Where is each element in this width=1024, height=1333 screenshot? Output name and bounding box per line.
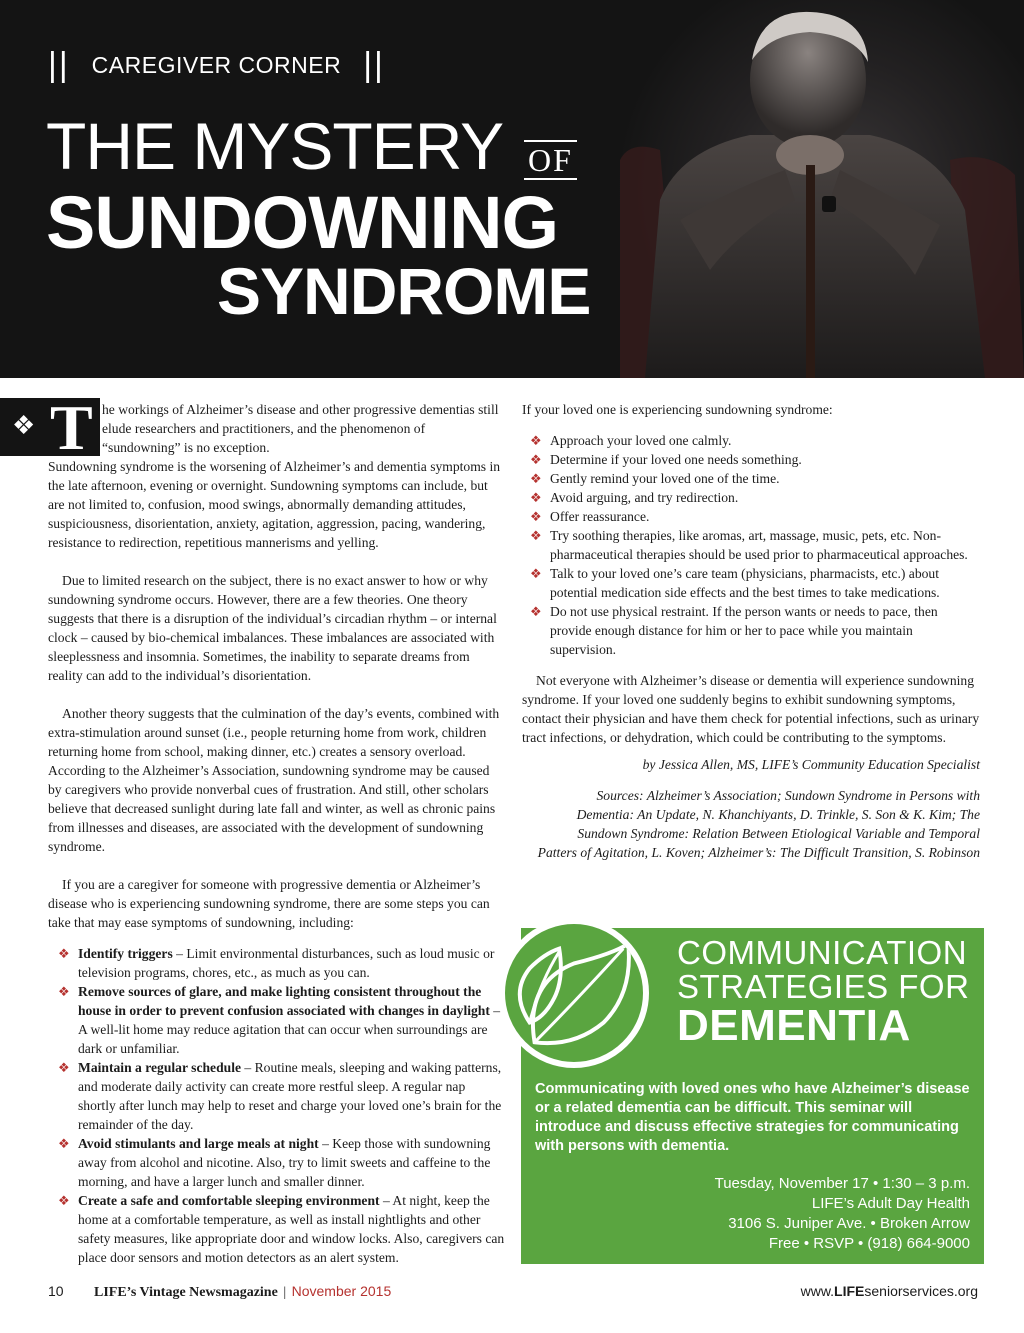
tip-text: Talk to your loved one’s care team (physicians, pharmacists, etc.) about potential medication side effects and the best times to take medications.	[550, 566, 940, 600]
diamond-bullet-icon: ❖	[58, 984, 70, 999]
paragraph-caregiver-steps: If you are a caregiver for someone with progressive dementia or Alzheimer’s disease who is experiencing sundowning syndrome, there are some steps you can take that may ease symptoms of sundowning, including:	[48, 877, 490, 930]
step-title: Maintain a regular schedule	[78, 1060, 242, 1075]
list-item	[522, 450, 980, 469]
list-item	[522, 469, 980, 488]
dropcap-letter: T	[50, 392, 93, 463]
leaf-icon	[505, 924, 643, 1062]
diamond-bullet-icon: ❖	[530, 433, 542, 448]
author-byline: by Jessica Allen, MS, LIFE’s Community Education Specialist	[642, 757, 980, 772]
title-line-1: THE MYSTERY	[46, 109, 504, 183]
source-line: Sources: Alzheimer’s Association; Sundown Syndrome in Persons with	[596, 788, 980, 803]
paragraph-not-everyone: Not everyone with Alzheimer’s disease or dementia will experience sundowning syndrome. If your loved one suddenly begins to exhibit sundowning symptoms, contact their physician and have them check for potential infections, such as urinary tract infections, or dehydration, which could be contributing to the symptoms.	[522, 673, 980, 745]
source-line: Dementia: An Update, N. Khanchiyants, D. Trinkle, S. Son & K. Kim; The	[576, 807, 980, 822]
step-text: – At night, keep the home at a comfortable temperature, as well as install nightlights and other safety measures, like appropriate door and window locks. Also, caregivers can place door sensors and motion detectors as an alert system.	[78, 1193, 505, 1265]
paragraph-another-theory: Another theory suggests that the culmination of the day’s events, combined with extra-stimulation around sunset (i.e., people returning home from work, children returning home from school, making dinner, etc.) creates a sensory overload. According to the Alzheimer’s Association, sundowning syndrome may be caused by caregivers who provide nonverbal cues of frustration. And still, other scholars believe that decreased sunlight during late fall and winter, as well as chronic pains from illnesses and diseases, are associated with the development of sundowning syndrome.	[48, 706, 500, 854]
list-item	[522, 526, 980, 564]
kicker-bars-left: ||	[48, 46, 70, 84]
list-item	[48, 1058, 506, 1134]
issue-month: November 2015	[291, 1283, 392, 1299]
list-item	[522, 564, 980, 602]
title-line-3: SYNDROME	[217, 254, 591, 328]
list-item	[522, 431, 980, 450]
diamond-bullet-icon: ❖	[530, 566, 542, 581]
page-number: 10	[48, 1283, 64, 1299]
promo-heading-line-1	[677, 936, 969, 1004]
event-date: Tuesday, November 17 • 1:30 – 3 p.m.	[714, 1175, 970, 1192]
publication-title: LIFE’s Vintage Newsmagazine	[94, 1285, 278, 1300]
source-line: Patters of Agitation, L. Koven; Alzheimer’s: The Difficult Transition, S. Robinson	[537, 845, 980, 860]
web-prefix: www.	[800, 1283, 835, 1299]
step-title: Identify triggers	[78, 946, 173, 961]
promo-heading-dementia: DEMENTIA	[677, 1001, 911, 1050]
step-text: – Keep those with sundowning away from alcohol and nicotine. Also, try to limit sweets and caffeine to the morning, and have a larger lunch and smaller dinner.	[78, 1136, 491, 1189]
website-link[interactable]	[801, 1283, 978, 1299]
title-line-2: SUNDOWNING	[46, 181, 559, 264]
paragraph-theories: Due to limited research on the subject, there is no exact answer to how or why sundowning syndrome occurs. However, there are a few theories. One theory suggests that there is a disruption of the individual’s circadian rhythm – or internal clock – caused by bio-chemical imbalances. These imbalances are associated with sleeplessness and insomnia. Sometimes, the inability to separate dreams from reality can add to the individual’s disorientation.	[48, 573, 497, 683]
step-title: Avoid stimulants and large meals at night	[78, 1136, 319, 1151]
diamond-bullet-icon: ❖	[530, 509, 542, 524]
tip-text: Offer reassurance.	[550, 509, 650, 524]
list-item	[522, 602, 980, 659]
promo-heading-strategies: STRATEGIES FOR	[677, 968, 970, 1005]
article-left-column	[48, 400, 506, 1286]
step-text: – Routine meals, sleeping and waking patterns, and moderate daily activity can create more restful sleep. A regular nap shortly after lunch may help to reset and charge your loved one’s brain for the remainder of the day.	[78, 1060, 502, 1132]
event-rsvp: Free • RSVP • (918) 664-9000	[768, 1235, 970, 1252]
paragraph-intro-cont	[48, 457, 506, 552]
diamond-ornament-icon: ❖	[12, 411, 36, 440]
diamond-bullet-icon: ❖	[58, 1193, 70, 1208]
paragraph-intro	[48, 400, 506, 457]
tip-text: Try soothing therapies, like aromas, art, massage, music, pets, etc. Non-pharmaceutical therapies should be used prior to pharmaceutical approaches.	[550, 528, 968, 562]
step-text: – A well-lit home may reduce agitation that can occur when surroundings are dark or unfamiliar.	[78, 1003, 501, 1056]
tip-text: Gently remind your loved one of the time.	[550, 471, 780, 486]
diamond-bullet-icon: ❖	[58, 1136, 70, 1151]
diamond-bullet-icon: ❖	[530, 528, 542, 543]
seminar-promo-box	[521, 928, 984, 1264]
promo-heading-communication: COMMUNICATION	[677, 934, 968, 971]
promo-event-details	[715, 1174, 970, 1254]
list-item	[48, 1134, 506, 1191]
intro-text-start: he workings of Alzheimer’s disease and other progressive dementias still elude researchers and practitioners, and the phenomenon of “sundowning” is no exception.	[102, 402, 499, 455]
list-item	[48, 944, 506, 982]
tip-text: Determine if your loved one needs something.	[550, 452, 802, 467]
diamond-bullet-icon: ❖	[530, 490, 542, 505]
section-kicker	[48, 48, 385, 82]
list-item	[522, 488, 980, 507]
kicker-bars-right: ||	[363, 46, 385, 84]
step-title: Remove sources of glare, and make lighting consistent throughout the house in order to prevent confusion associated with changes in daylight	[78, 984, 490, 1018]
footer-separator: |	[283, 1285, 287, 1300]
kicker-label: CAREGIVER CORNER	[91, 51, 342, 78]
publication-name	[94, 1283, 391, 1301]
loved-one-tips-list	[522, 431, 980, 659]
page-footer	[0, 1283, 1024, 1307]
diamond-bullet-icon: ❖	[530, 452, 542, 467]
elderly-man-photo	[620, 0, 1024, 378]
diamond-bullet-icon: ❖	[58, 946, 70, 961]
caregiver-steps-list	[48, 944, 506, 1267]
leaf-badge	[499, 918, 649, 1068]
event-venue: LIFE’s Adult Day Health	[811, 1195, 970, 1212]
web-brand: LIFE	[834, 1283, 865, 1299]
sources-list	[522, 786, 980, 862]
tip-text: Avoid arguing, and try redirection.	[550, 490, 739, 505]
web-suffix: seniorservices.org	[864, 1283, 978, 1299]
diamond-bullet-icon: ❖	[530, 604, 542, 619]
title-of: OF	[524, 140, 577, 180]
header-banner	[0, 0, 1024, 378]
intro-text-rest: Sundowning syndrome is the worsening of Alzheimer’s and dementia symptoms in the late afternoon, evening or overnight. Sundowning symptoms can include, but are not limited to, confusion, mood swings, abnormally demanding attitudes, suspiciousness, disorientation, anxiety, agitation, aggression, pacing, wandering, resistance to redirection, repetitious mannerisms and yelling.	[48, 459, 501, 550]
tip-text: Approach your loved one calmly.	[550, 433, 732, 448]
list-item	[48, 982, 506, 1058]
source-line: Sundown Syndrome: Relation Between Etiological Variable and Temporal	[577, 826, 980, 841]
step-text: – Limit environmental disturbances, such as loud music or television programs, chores, etc., as much as you can.	[78, 946, 495, 980]
event-address: 3106 S. Juniper Ave. • Broken Arrow	[728, 1215, 970, 1232]
tip-text: Do not use physical restraint. If the person wants or needs to pace, then provide enough distance for him or her to pace while you maintain supervision.	[550, 604, 938, 657]
step-title: Create a safe and comfortable sleeping environment	[78, 1193, 380, 1208]
promo-description: Communicating with loved ones who have Alzheimer’s disease or a related dementia can be difficult. This seminar will introduce and discuss effective strategies for communicating with persons with dementia.	[535, 1081, 970, 1154]
article-right-column	[522, 400, 980, 862]
list-item	[522, 507, 980, 526]
paragraph-loved-one-intro: If your loved one is experiencing sundowning syndrome:	[522, 402, 833, 417]
diamond-bullet-icon: ❖	[58, 1060, 70, 1075]
diamond-bullet-icon: ❖	[530, 471, 542, 486]
list-item	[48, 1191, 506, 1267]
